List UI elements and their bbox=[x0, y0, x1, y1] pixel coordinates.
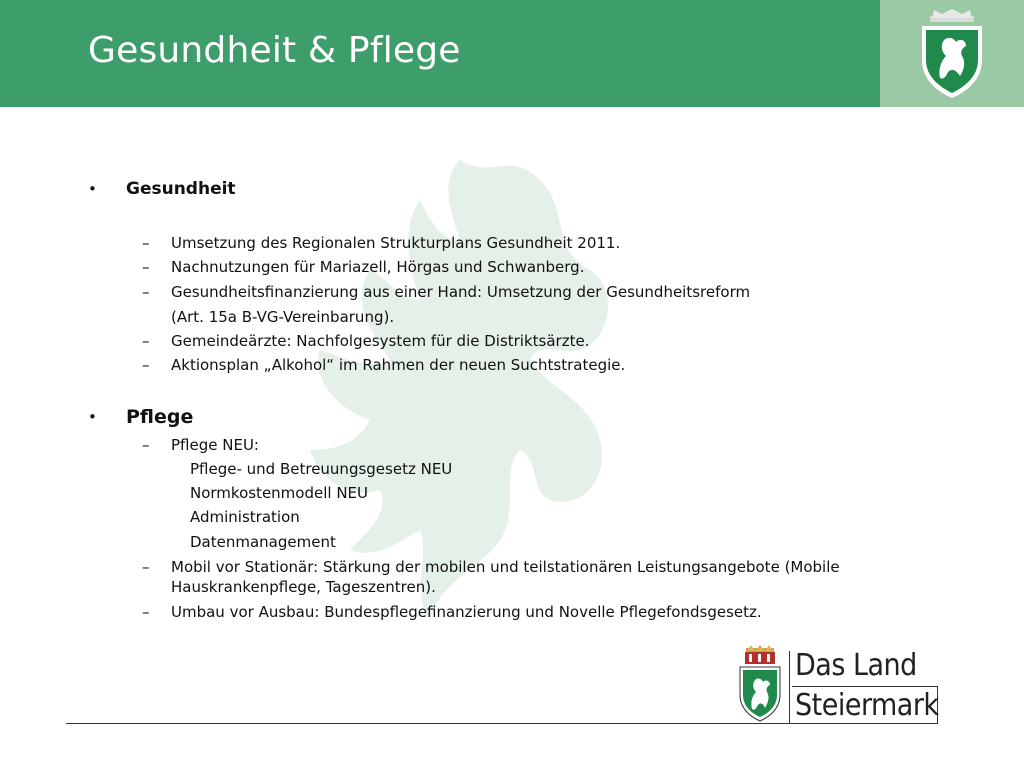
list-item: Nachnutzungen für Mariazell, Hörgas und Schwanberg. bbox=[171, 258, 585, 276]
logo-text-line1: Das Land bbox=[795, 648, 917, 683]
dash-marker: – bbox=[142, 603, 150, 621]
bullet-marker: • bbox=[88, 180, 97, 198]
dash-marker: – bbox=[142, 558, 150, 576]
section-heading-gesundheit: Gesundheit bbox=[126, 179, 236, 199]
steiermark-crest-icon bbox=[737, 645, 783, 723]
sub-item: Pflege- und Betreuungsgesetz NEU bbox=[190, 460, 453, 478]
dash-marker: – bbox=[142, 436, 150, 454]
list-item: Gesundheitsfinanzierung aus einer Hand: Umsetzung der Gesundheitsreform bbox=[171, 283, 751, 301]
page-title: Gesundheit & Pflege bbox=[88, 30, 461, 71]
dash-marker: – bbox=[142, 234, 150, 252]
bullet-marker: • bbox=[88, 408, 97, 426]
footer-divider bbox=[66, 723, 938, 724]
list-item: Gemeindeärzte: Nachfolgesystem für die Distriktsärzte. bbox=[171, 332, 590, 350]
dash-marker: – bbox=[142, 283, 150, 301]
logo-rule bbox=[792, 686, 938, 687]
list-item: Umbau vor Ausbau: Bundespflegefinanzierung und Novelle Pflegefondsgesetz. bbox=[171, 603, 762, 621]
list-item-continuation: (Art. 15a B-VG-Vereinbarung). bbox=[171, 308, 395, 326]
sub-item: Normkostenmodell NEU bbox=[190, 484, 368, 502]
logo-text-line2: Steiermark bbox=[795, 688, 939, 723]
list-item: Pflege NEU: bbox=[171, 436, 259, 454]
dash-marker: – bbox=[142, 332, 150, 350]
list-item: Mobil vor Stationär: Stärkung der mobilen und teilstationären Leistungsangebote (Mobile Hauskrankenpflege, Tageszentren). bbox=[171, 558, 840, 596]
logo-divider bbox=[789, 651, 790, 723]
dash-marker: – bbox=[142, 258, 150, 276]
list-item: Aktionsplan „Alkohol“ im Rahmen der neuen Suchtstrategie. bbox=[171, 356, 626, 374]
sub-item: Administration bbox=[190, 508, 300, 526]
list-item: Umsetzung des Regionalen Strukturplans Gesundheit 2011. bbox=[171, 234, 621, 252]
section-heading-pflege: Pflege bbox=[126, 406, 194, 428]
sub-item: Datenmanagement bbox=[190, 533, 336, 551]
dash-marker: – bbox=[142, 356, 150, 374]
